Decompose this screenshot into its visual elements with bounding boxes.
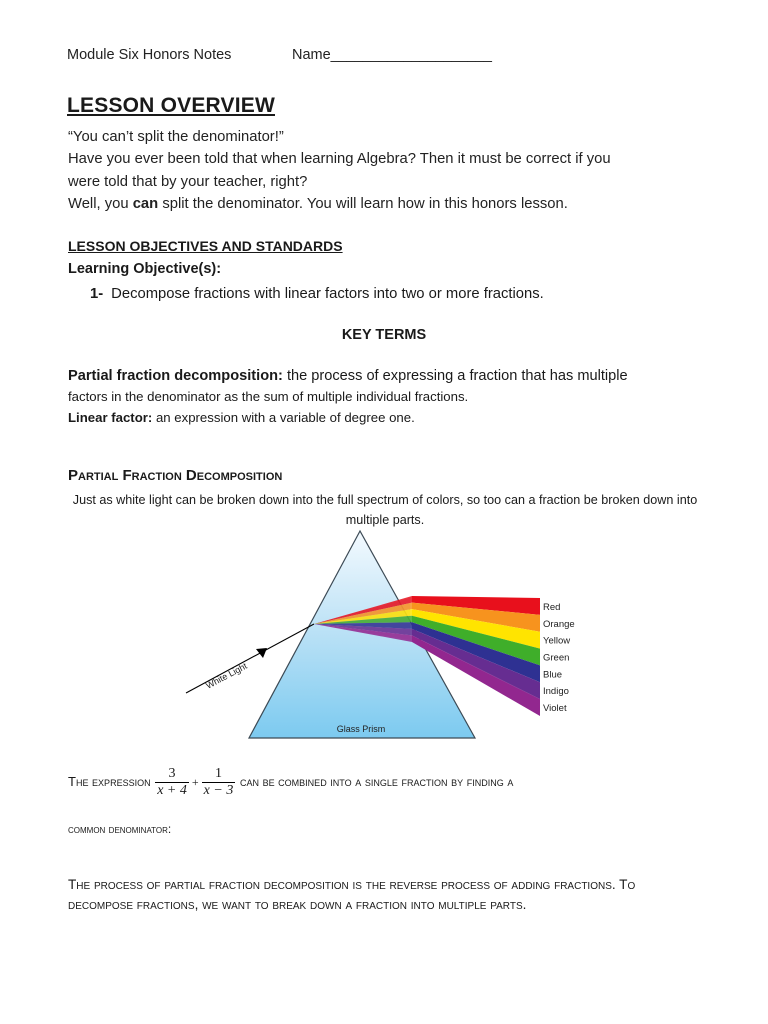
learning-objectives-label: Learning Objective(s):	[68, 261, 222, 277]
expression-tail: can be combined into a single fraction by finding a	[239, 773, 514, 789]
color-label-orange: Orange	[543, 618, 575, 630]
color-label-violet: Violet	[543, 703, 567, 715]
reverse-process-paragraph: The process of partial fraction decomposition is the reverse process of adding fractions. To decompose fractions, we want to break down a fraction into multiple parts.	[68, 877, 636, 912]
color-label-green: Green	[543, 652, 570, 664]
fraction-1-numerator: 3	[155, 766, 189, 783]
name-field: Name____________________	[292, 47, 492, 63]
color-label-red: Red	[543, 601, 561, 613]
linear-factor-term: Linear factor:	[68, 410, 153, 425]
arrow-icon	[256, 648, 267, 658]
overview-line-1: “You can’t split the denominator!”	[68, 129, 284, 145]
color-label-blue: Blue	[543, 669, 563, 681]
prism-figure	[180, 528, 600, 743]
overview-line-4-end: split the denominator. You will learn how in this honors lesson.	[158, 196, 568, 212]
color-label-indigo: Indigo	[543, 686, 569, 698]
expression-line	[68, 766, 513, 799]
glass-prism-label: Glass Prism	[336, 724, 386, 734]
objective-item	[90, 286, 544, 302]
overview-can-emphasis: can	[132, 196, 159, 212]
expression-lead: The expression	[68, 773, 151, 789]
color-labels	[543, 602, 575, 714]
overview-line-4	[68, 196, 568, 212]
fraction-2	[202, 766, 236, 799]
course-title: Module Six Honors Notes	[67, 47, 232, 63]
objectives-heading: LESSON OBJECTIVES AND STANDARDS	[68, 238, 343, 254]
overview-line-3: were told that by your teacher, right?	[68, 174, 308, 190]
objective-text: Decompose fractions with linear factors into two or more fractions.	[111, 286, 544, 302]
fraction-1-denominator: x + 4	[157, 783, 187, 798]
common-denominator-line: common denominator:	[68, 822, 172, 836]
pfd-definition-line-1	[68, 368, 628, 384]
objective-number: 1-	[90, 286, 104, 302]
fraction-2-denominator: x − 3	[203, 783, 234, 798]
lesson-overview-heading: LESSON OVERVIEW	[67, 94, 275, 117]
linear-factor-def: an expression with a variable of degree one.	[152, 410, 415, 425]
color-label-yellow: Yellow	[543, 635, 571, 647]
pfd-section-heading: Partial Fraction Decomposition	[68, 467, 283, 484]
white-light-label: White Light	[204, 660, 249, 691]
overview-line-2: Have you ever been told that when learning Algebra? Then it must be correct if you	[68, 151, 611, 167]
plus-sign: +	[191, 775, 199, 789]
key-terms-heading: KEY TERMS	[341, 327, 427, 343]
overview-line-4-start: Well, you	[68, 196, 133, 212]
pfd-definition: the process of expressing a fraction that has multiple	[282, 368, 628, 384]
linear-factor-definition	[68, 410, 415, 425]
fraction-1	[155, 766, 189, 799]
fraction-2-numerator: 1	[202, 766, 236, 783]
pfd-definition-line-2: factors in the denominator as the sum of multiple individual fractions.	[68, 389, 469, 404]
section-intro: Just as white light can be broken down into the full spectrum of colors, so too can a fraction be broken down into multiple parts.	[72, 493, 698, 527]
pfd-term: Partial fraction decomposition:	[68, 368, 283, 384]
